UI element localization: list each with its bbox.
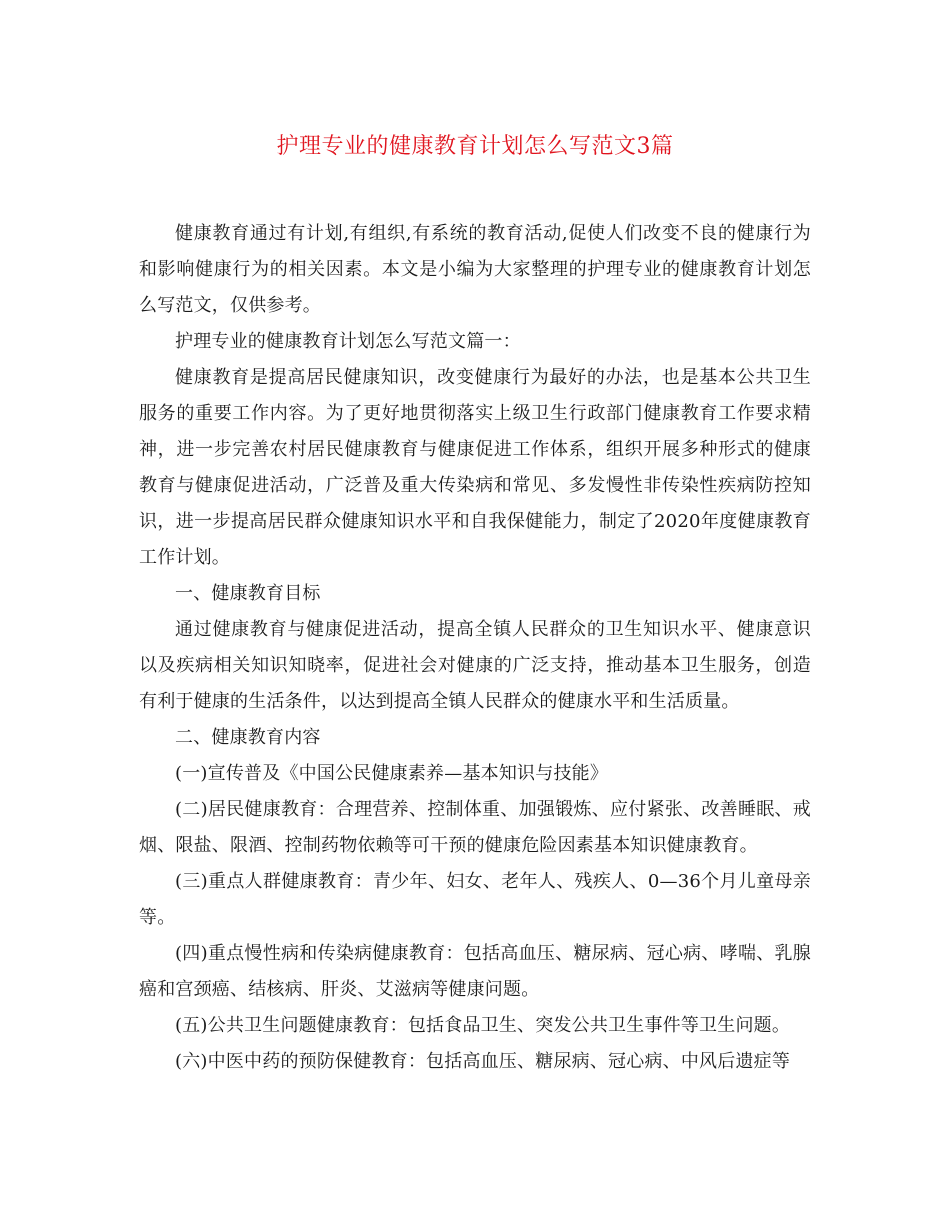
heading-goals: 一、健康教育目标 xyxy=(175,583,321,604)
section-heading-part-one: 护理专业的健康教育计划怎么写范文篇一： xyxy=(175,331,521,352)
content-item-5: (五)公共卫生问题健康教育：包括食品卫生、突发公共卫生事件等卫生问题。 xyxy=(175,1015,791,1036)
content-item-3: (三)重点人群健康教育：青少年、妇女、老年人、残疾人、0—36个月儿童母亲等。 xyxy=(139,871,811,928)
intro-paragraph: 健康教育通过有计划,有组织,有系统的教育活动,促使人们改变不良的健康行为和影响健康行为的相关因素。本文是小编为大家整理的护理专业的健康教育计划怎么写范文，仅供参考。 xyxy=(139,223,811,316)
heading-content: 二、健康教育内容 xyxy=(175,727,321,748)
content-item-6: (六)中医中药的预防保健教育：包括高血压、糖尿病、冠心病、中风后遗症等 xyxy=(175,1051,791,1072)
overview-paragraph: 健康教育是提高居民健康知识，改变健康行为最好的办法，也是基本公共卫生服务的重要工作内容。为了更好地贯彻落实上级卫生行政部门健康教育工作要求精神，进一步完善农村居民健康教育与健康促进工作体系，组织开展多种形式的健康教育与健康促进活动，广泛普及重大传染病和常见、多发慢性非传染性疾病防控知识，进一步提高居民群众健康知识水平和自我保健能力，制定了2020年度健康教育工作计划。 xyxy=(139,367,811,568)
content-item-4: (四)重点慢性病和传染病健康教育：包括高血压、糖尿病、冠心病、哮喘、乳腺癌和宫颈癌、结核病、肝炎、艾滋病等健康问题。 xyxy=(139,943,811,1000)
content-item-1: (一)宣传普及《中国公民健康素养—基本知识与技能》 xyxy=(175,763,609,784)
goals-paragraph: 通过健康教育与健康促进活动，提高全镇人民群众的卫生知识水平、健康意识以及疾病相关知识知晓率，促进社会对健康的广泛支持，推动基本卫生服务，创造有利于健康的生活条件，以达到提高全镇人民群众的健康水平和生活质量。 xyxy=(139,619,811,712)
document-body xyxy=(139,216,811,1080)
document-title: 护理专业的健康教育计划怎么写范文3篇 xyxy=(276,134,674,159)
content-item-2: (二)居民健康教育：合理营养、控制体重、加强锻炼、应付紧张、改善睡眠、戒烟、限盐、限酒、控制药物依赖等可干预的健康危险因素基本知识健康教育。 xyxy=(139,799,811,856)
